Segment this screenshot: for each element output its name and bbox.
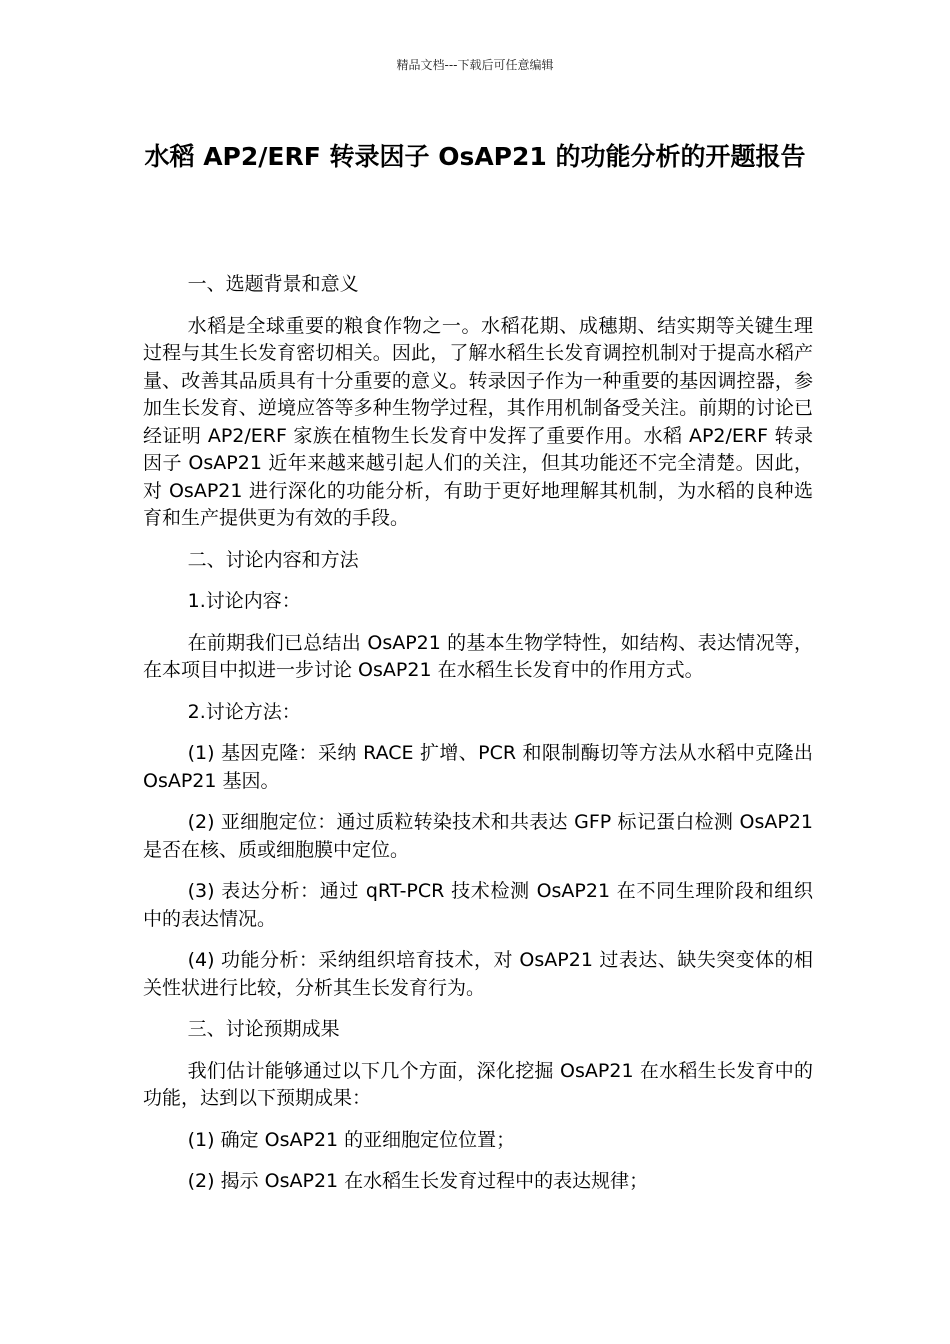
method-item-2: (2) 亚细胞定位：通过质粒转染技术和共表达 GFP 标记蛋白检测 OsAP21 是否在核、质或细胞膜中定位。 <box>143 811 813 861</box>
method-item-3: (3) 表达分析：通过 qRT-PCR 技术检测 OsAP21 在不同生理阶段和组织中的表达情况。 <box>143 880 813 930</box>
paragraph-expected-results: 我们估计能够通过以下几个方面，深化挖掘 OsAP21 在水稻生长发育中的功能，达到以下预期成果： <box>143 1059 813 1109</box>
paragraph-content: 在前期我们已总结出 OsAP21 的基本生物学特性，如结构、表达情况等，在本项目中拟进一步讨论 OsAP21 在水稻生长发育中的作用方式。 <box>143 631 813 681</box>
result-item-1: (1) 确定 OsAP21 的亚细胞定位位置； <box>187 1128 516 1151</box>
section-heading-content-methods: 二、讨论内容和方法 <box>187 548 359 571</box>
header-note: 精品文档---下载后可任意编辑 <box>396 58 554 72</box>
section-heading-background: 一、选题背景和意义 <box>187 273 359 295</box>
method-item-1: (1) 基因克隆：采纳 RACE 扩增、PCR 和限制酶切等方法从水稻中克隆出 OsAP21 基因。 <box>143 742 813 792</box>
document-body <box>143 271 813 1210</box>
paragraph-background: 水稻是全球重要的粮食作物之一。水稻花期、成穗期、结实期等关键生理过程与其生长发育密切相关。因此，了解水稻生长发育调控机制对于提高水稻产量、改善其品质具有十分重要的意义。转录因子作为一种重要的基因调控器，参加生长发育、逆境应答等多种生物学过程，其作用机制备受关注。前期的讨论已经证明 AP2/ERF 家族在植物生长发育中发挥了重要作用。水稻 AP2/ERF 转录因子 OsAP21 近年来越来越引起人们的关注，但其功能还不完全清楚。因此，对 OsAP21 进行深化的功能分析，有助于更好地理解其机制，为水稻的良种选育和生产提供更为有效的手段。 <box>143 314 813 529</box>
subheading-methods: 2.讨论方法： <box>187 700 301 723</box>
subheading-content: 1.讨论内容： <box>187 590 301 612</box>
document-title: 水稻 AP2/ERF 转录因子 OsAP21 的功能分析的开题报告 <box>144 142 806 171</box>
section-heading-expected-results: 三、讨论预期成果 <box>187 1018 340 1040</box>
result-item-2: (2) 揭示 OsAP21 在水稻生长发育过程中的表达规律； <box>187 1170 649 1192</box>
method-item-4: (4) 功能分析：采纳组织培育技术，对 OsAP21 过表达、缺失突变体的相关性状进行比较，分析其生长发育行为。 <box>143 949 813 999</box>
